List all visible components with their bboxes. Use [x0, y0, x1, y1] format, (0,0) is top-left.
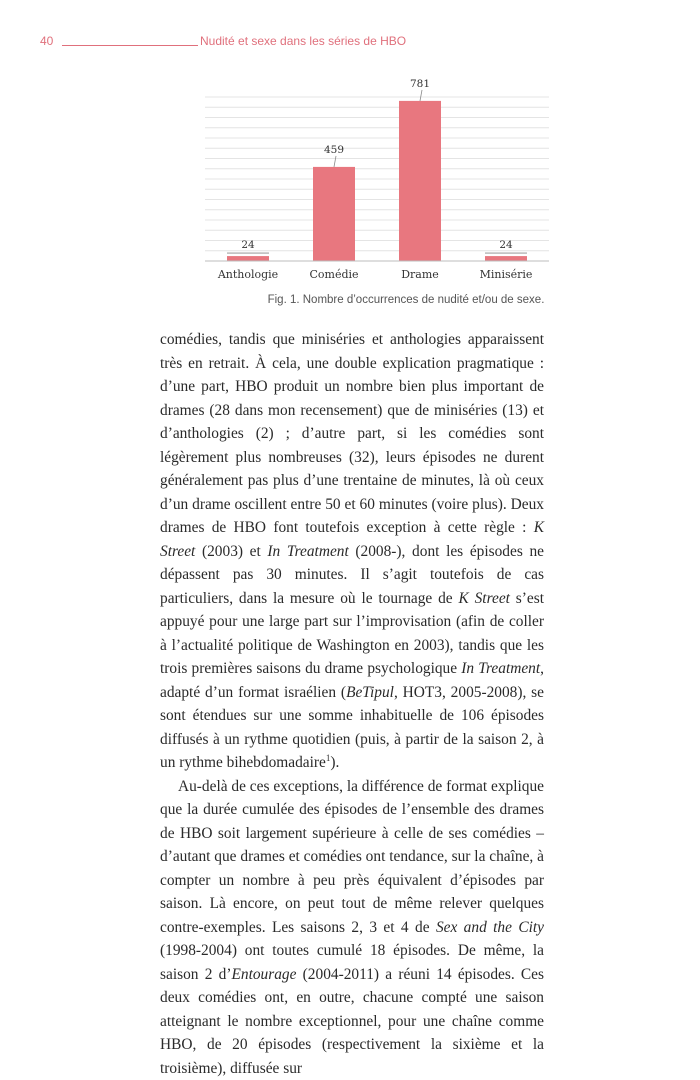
figure-caption-text: Fig. 1. Nombre d’occurrences de nudité et/ou de sexe.	[268, 294, 545, 306]
paragraph	[160, 775, 544, 1080]
chart-bars	[227, 101, 527, 261]
italic-title: K Street	[160, 519, 544, 560]
figure-caption	[0, 294, 700, 306]
page-number: 40	[40, 34, 53, 48]
italic-title: Sex and the City	[436, 919, 544, 936]
text-run: s’est appuyé pour une large part sur l’improvisation (afin de coller à l’actualité politique de Washington en 2003), tandis que les trois premières saisons du drame psychologique	[160, 590, 544, 678]
italic-title: Entourage	[231, 966, 296, 983]
value-label-drame: 781	[410, 78, 430, 90]
bar-comédie	[313, 167, 355, 261]
bar-minisérie	[485, 256, 527, 261]
italic-title: K Street	[458, 590, 509, 607]
chart-category-labels	[217, 268, 533, 281]
text-run: (2008-), dont les épisodes ne dépassent pas 30 minutes. Il s’agit toutefois de cas particuliers, dans la mesure où le tournage de	[160, 543, 544, 607]
chart-value-labels	[241, 78, 513, 251]
bar-drame	[399, 101, 441, 261]
category-label-minisérie: Minisérie	[480, 268, 533, 281]
text-run: comédies, tandis que miniséries et anthologies apparaissent très en retrait. À cela, une double explication pragmatique : d’une part, HBO produit un nombre bien plus important de drames (28 dans mon recensement) que de miniséries (13) et d’anthologies (2) ; d’autre part, si les comédies sont légèrement plus nombreuses (32), leurs épisodes ne durent généralement pas plus d’une trentaine de minutes, là où ceux d’un drame oscillent entre 50 et 60 minutes (voire plus). Deux drames de HBO font toutefois exception à cette règle :	[160, 331, 544, 536]
text-run: , adapté d’un format israélien (	[160, 660, 544, 701]
text-run: ).	[330, 754, 339, 771]
running-title: Nudité et sexe dans les séries de HBO	[200, 34, 406, 48]
italic-title: BeTipul	[346, 684, 394, 701]
leader-line-comédie	[334, 156, 336, 167]
text-run: (2003) et	[195, 543, 267, 560]
value-label-comédie: 459	[324, 144, 344, 156]
italic-title: In Treatment	[461, 660, 540, 677]
chart-label-leaders	[227, 90, 527, 253]
footnote-marker: 1	[326, 753, 331, 763]
chart-gridlines	[205, 97, 549, 251]
category-label-drame: Drame	[401, 268, 439, 281]
text-run: (1998-2004) ont toutes cumulé 18 épisodes. De même, la saison 2 d’	[160, 942, 544, 983]
paragraph	[160, 328, 544, 775]
category-label-anthologie: Anthologie	[217, 268, 278, 281]
bar-anthologie	[227, 256, 269, 261]
value-label-minisérie: 24	[499, 239, 513, 251]
value-label-anthologie: 24	[241, 239, 255, 251]
bar-chart	[0, 0, 700, 300]
text-run: (2004-2011) a réuni 14 épisodes. Ces deux comédies ont, en outre, chacune compté une saison atteignant le nombre exceptionnel, pour une chaîne comme HBO, de 20 épisodes (respectivement la sixième et la troisième), diffusée sur	[160, 966, 544, 1077]
body-text	[160, 328, 544, 1080]
category-label-comédie: Comédie	[309, 268, 358, 281]
italic-title: In Treatment	[267, 543, 348, 560]
text-run: Au-delà de ces exceptions, la différence de format explique que la durée cumulée des épisodes de l’ensemble des drames de HBO soit largement supérieure à celle de ses comédies – d’autant que drames et comédies ont tendance, sur la chaîne, à compter un nombre à peu près équivalent d’épisodes par saison. Là encore, on peut tout de même relever quelques contre-exemples. Les saisons 2, 3 et 4 de	[160, 778, 544, 936]
text-run: , HOT3, 2005-2008), se sont étendues sur une somme inhabituelle de 106 épisodes diffusés à un rythme quotidien (puis, à partir de la saison 2, à un rythme bihebdomadaire	[160, 684, 544, 772]
leader-line-drame	[420, 90, 422, 101]
